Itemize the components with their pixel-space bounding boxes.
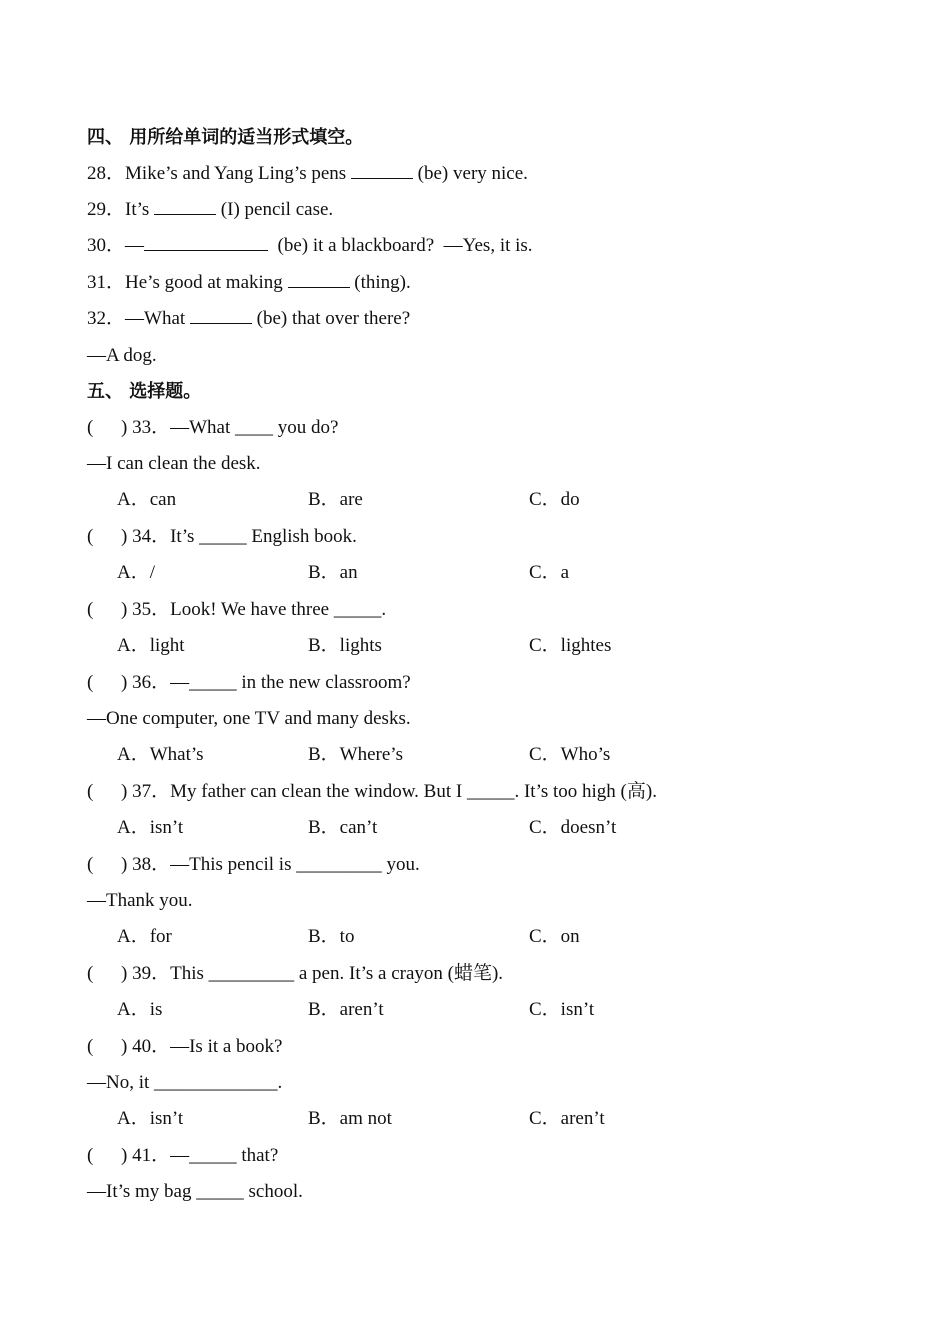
question-number: 32． — [87, 308, 126, 329]
paren-close: ) — [121, 781, 128, 802]
option-b[interactable]: B．lights — [308, 635, 382, 656]
option-a[interactable]: A．light — [117, 635, 185, 656]
question-stem: Look! We have three _____. — [170, 599, 387, 620]
paren-close: ) — [121, 963, 128, 984]
answer-paren[interactable]: ( — [87, 417, 94, 438]
answer-paren[interactable]: ( — [87, 854, 94, 875]
question-number: 29． — [87, 199, 126, 220]
option-c[interactable]: C．doesn’t — [529, 817, 617, 838]
answer-paren[interactable]: ( — [87, 672, 94, 693]
question-41-reply: —It’s my bag _____ school. — [87, 1181, 303, 1202]
question-38-reply: —Thank you. — [87, 890, 193, 911]
question-36 — [87, 671, 411, 695]
paren-close: ) — [121, 854, 128, 875]
paren-close: ) — [121, 599, 128, 620]
option-a[interactable]: A．/ — [117, 562, 156, 583]
question-32 — [87, 307, 410, 331]
question-33 — [87, 416, 338, 440]
answer-paren[interactable]: ( — [87, 599, 94, 620]
answer-blank[interactable] — [154, 198, 216, 215]
answer-paren[interactable]: ( — [87, 963, 94, 984]
question-41 — [87, 1144, 278, 1168]
question-number: 37． — [132, 781, 171, 802]
question-text: —What — [125, 308, 190, 329]
answer-blank[interactable] — [190, 307, 252, 324]
section-4-title: 四、 用所给单词的适当形式填空。 — [87, 127, 364, 148]
question-30 — [87, 234, 533, 258]
question-text: — — [125, 235, 145, 256]
question-number: 40． — [132, 1036, 171, 1057]
question-number: 38． — [132, 854, 171, 875]
question-stem: —_____ that? — [170, 1145, 279, 1166]
option-c[interactable]: C．on — [529, 926, 580, 947]
question-number: 35． — [132, 599, 171, 620]
question-number: 31． — [87, 272, 126, 293]
option-a[interactable]: A．What’s — [117, 744, 204, 765]
answer-paren[interactable]: ( — [87, 1145, 94, 1166]
question-stem: —Is it a book? — [170, 1036, 283, 1057]
option-b[interactable]: B．Where’s — [308, 744, 403, 765]
question-stem: This _________ a pen. It’s a crayon (蜡笔). — [170, 963, 504, 984]
option-b[interactable]: B．can’t — [308, 817, 378, 838]
section-5-title: 五、 选择题。 — [87, 381, 202, 402]
option-a[interactable]: A．for — [117, 926, 172, 947]
question-35 — [87, 598, 386, 622]
question-text: It’s — [125, 199, 155, 220]
question-40-reply: —No, it _____________. — [87, 1072, 283, 1093]
option-c[interactable]: C．do — [529, 489, 580, 510]
question-text: (thing). — [349, 272, 411, 293]
question-34 — [87, 525, 357, 549]
question-31 — [87, 271, 411, 295]
option-c[interactable]: C．a — [529, 562, 570, 583]
answer-blank[interactable] — [351, 162, 413, 179]
option-a[interactable]: A．is — [117, 999, 163, 1020]
paren-close: ) — [121, 526, 128, 547]
question-text: He’s good at making — [125, 272, 288, 293]
answer-blank[interactable] — [144, 234, 268, 251]
question-38 — [87, 853, 420, 877]
question-number: 36． — [132, 672, 171, 693]
option-c[interactable]: C．isn’t — [529, 999, 595, 1020]
question-stem: —This pencil is _________ you. — [170, 854, 420, 875]
option-b[interactable]: B．to — [308, 926, 355, 947]
paren-close: ) — [121, 1145, 128, 1166]
option-a[interactable]: A．can — [117, 489, 177, 510]
answer-paren[interactable]: ( — [87, 526, 94, 547]
option-b[interactable]: B．an — [308, 562, 358, 583]
question-stem: —_____ in the new classroom? — [170, 672, 411, 693]
question-number: 33． — [132, 417, 171, 438]
question-number: 41． — [132, 1145, 171, 1166]
question-33-reply: —I can clean the desk. — [87, 453, 261, 474]
option-c[interactable]: C．aren’t — [529, 1108, 605, 1129]
question-text: (be) it a blackboard? —Yes, it is. — [268, 235, 533, 256]
answer-paren[interactable]: ( — [87, 781, 94, 802]
question-32-answer: —A dog. — [87, 345, 157, 366]
question-stem: —What ____ you do? — [170, 417, 339, 438]
answer-blank[interactable] — [288, 271, 350, 288]
answer-paren[interactable]: ( — [87, 1036, 94, 1057]
question-text: (be) that over there? — [251, 308, 411, 329]
question-28 — [87, 162, 528, 186]
question-40 — [87, 1035, 283, 1059]
question-37 — [87, 780, 657, 804]
question-text: (be) very nice. — [412, 163, 528, 184]
question-stem: It’s _____ English book. — [170, 526, 357, 547]
question-number: 28． — [87, 163, 126, 184]
question-number: 30． — [87, 235, 126, 256]
paren-close: ) — [121, 1036, 128, 1057]
option-a[interactable]: A．isn’t — [117, 817, 184, 838]
paren-close: ) — [121, 672, 128, 693]
option-c[interactable]: C．lightes — [529, 635, 612, 656]
question-36-reply: —One computer, one TV and many desks. — [87, 708, 411, 729]
option-c[interactable]: C．Who’s — [529, 744, 611, 765]
paren-close: ) — [121, 417, 128, 438]
option-b[interactable]: B．am not — [308, 1108, 392, 1129]
option-b[interactable]: B．aren’t — [308, 999, 384, 1020]
question-stem: My father can clean the window. But I _____. It’s too high (高). — [170, 781, 657, 802]
question-number: 39． — [132, 963, 171, 984]
question-29 — [87, 198, 333, 222]
question-39 — [87, 962, 503, 986]
option-b[interactable]: B．are — [308, 489, 363, 510]
question-number: 34． — [132, 526, 171, 547]
option-a[interactable]: A．isn’t — [117, 1108, 184, 1129]
question-text: Mike’s and Yang Ling’s pens — [125, 163, 351, 184]
question-text: (I) pencil case. — [216, 199, 334, 220]
